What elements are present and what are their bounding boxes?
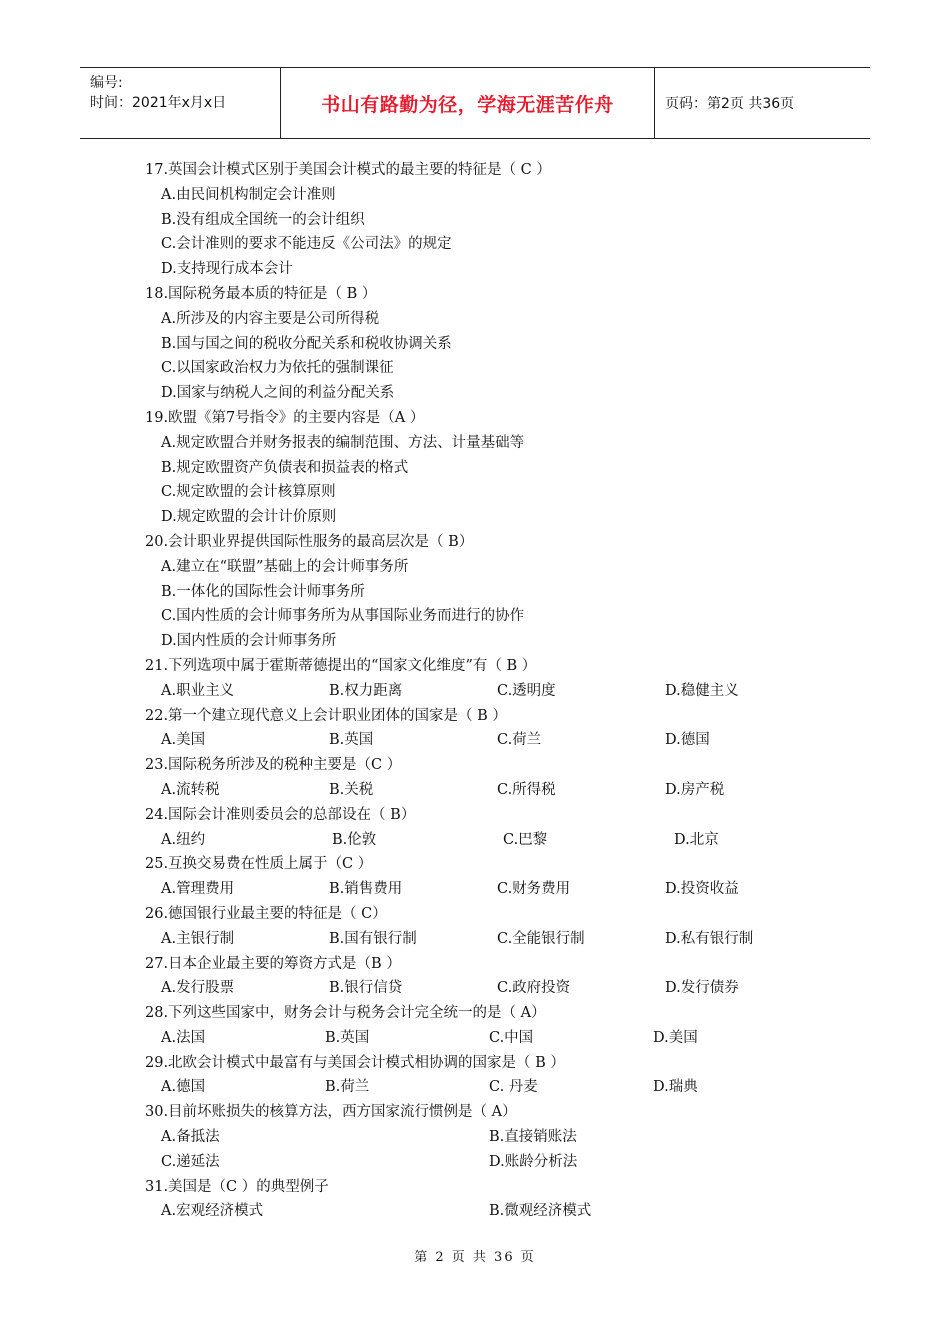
header-page-info: 页码：第2页 共36页 bbox=[665, 96, 795, 112]
option: C.所得税 bbox=[497, 781, 556, 798]
option-row bbox=[145, 976, 845, 1001]
option: D.国内性质的会计师事务所 bbox=[161, 633, 337, 650]
option: A.职业主义 bbox=[161, 682, 235, 699]
option-row bbox=[145, 778, 845, 803]
option-row bbox=[145, 1075, 845, 1100]
option: D.私有银行制 bbox=[665, 930, 754, 947]
option: A.建立在“联盟”基础上的会计师事务所 bbox=[161, 558, 409, 575]
option: C.规定欧盟的会计核算原则 bbox=[161, 484, 336, 501]
option: C.递延法 bbox=[161, 1153, 220, 1170]
option: A.规定欧盟合并财务报表的编制范围、方法、计量基础等 bbox=[161, 434, 525, 451]
option: D.支持现行成本会计 bbox=[161, 261, 293, 278]
question-list bbox=[145, 158, 845, 1224]
option: A.宏观经济模式 bbox=[161, 1203, 264, 1220]
option: B.关税 bbox=[329, 781, 374, 798]
option: B.国与国之间的税收分配关系和税收协调关系 bbox=[161, 335, 452, 352]
option: D.稳健主义 bbox=[665, 682, 739, 699]
option: C.以国家政治权力为依托的强制课征 bbox=[161, 360, 394, 377]
option: B.直接销账法 bbox=[489, 1129, 577, 1146]
question-text: 23.国际税务所涉及的税种主要是（C ） bbox=[145, 757, 402, 774]
option: C. 丹麦 bbox=[489, 1079, 538, 1096]
question-text: 31.美国是（C ）的典型例子 bbox=[145, 1178, 329, 1195]
question-text: 28.下列这些国家中，财务会计与税务会计完全统一的是（ A） bbox=[145, 1005, 546, 1022]
header-motto: 书山有路勤为径，学海无涯苦作舟 bbox=[321, 93, 614, 116]
option: D.投资收益 bbox=[665, 881, 739, 898]
question-text: 26.德国银行业最主要的特征是（ C） bbox=[145, 905, 387, 922]
option: C.巴黎 bbox=[503, 831, 548, 848]
question-text: 20.会计职业界提供国际性服务的最高层次是（ B） bbox=[145, 533, 474, 550]
option: D.瑞典 bbox=[653, 1079, 698, 1096]
option: D.规定欧盟的会计计价原则 bbox=[161, 509, 337, 526]
option-row bbox=[145, 877, 845, 902]
page-footer: 第 2 页 共 36 页 bbox=[414, 1250, 536, 1265]
option: C.荷兰 bbox=[497, 732, 542, 749]
option: C.全能银行制 bbox=[497, 930, 585, 947]
time-label: 时间：2021年x月x日 bbox=[90, 95, 227, 111]
question-text: 27.日本企业最主要的筹资方式是（B ） bbox=[145, 955, 401, 972]
option: A.发行股票 bbox=[161, 980, 235, 997]
option: A.纽约 bbox=[161, 831, 206, 848]
option: A.流转税 bbox=[161, 781, 220, 798]
option: B.英国 bbox=[329, 732, 374, 749]
option-row bbox=[145, 1125, 845, 1150]
option-row bbox=[145, 927, 845, 952]
option: B.没有组成全国统一的会计组织 bbox=[161, 211, 365, 228]
option: B.销售费用 bbox=[329, 881, 403, 898]
option: B.规定欧盟资产负债表和损益表的格式 bbox=[161, 459, 409, 476]
option: C.政府投资 bbox=[497, 980, 571, 997]
option-row bbox=[145, 1026, 845, 1051]
option: D.账龄分析法 bbox=[489, 1153, 578, 1170]
option: D.美国 bbox=[653, 1029, 698, 1046]
question-text: 17.英国会计模式区别于美国会计模式的最主要的特征是（ C ） bbox=[145, 162, 551, 178]
option: B.伦敦 bbox=[332, 831, 377, 848]
option: B.一体化的国际性会计师事务所 bbox=[161, 583, 365, 600]
option-row bbox=[145, 679, 845, 704]
option: B.英国 bbox=[325, 1029, 370, 1046]
question-text: 25.互换交易费在性质上属于（C ） bbox=[145, 856, 373, 873]
header-divider bbox=[654, 68, 655, 138]
option: C.中国 bbox=[489, 1029, 534, 1046]
option: D.房产税 bbox=[665, 781, 725, 798]
option: D.国家与纳税人之间的利益分配关系 bbox=[161, 385, 395, 402]
option: B.权力距离 bbox=[329, 682, 403, 699]
page-header bbox=[80, 67, 870, 139]
option: A.管理费用 bbox=[161, 881, 235, 898]
option: D.德国 bbox=[665, 732, 710, 749]
option-row bbox=[145, 828, 845, 853]
question-text: 19.欧盟《第7号指令》的主要内容是（A ） bbox=[145, 409, 425, 426]
option: A.德国 bbox=[161, 1079, 206, 1096]
option: D.北京 bbox=[674, 831, 719, 848]
question-text: 18.国际税务最本质的特征是（ B ） bbox=[145, 285, 377, 302]
option-row bbox=[145, 1199, 845, 1224]
question-text: 24.国际会计准则委员会的总部设在（ B） bbox=[145, 806, 416, 823]
option-row bbox=[145, 1150, 845, 1175]
option: A.美国 bbox=[161, 732, 206, 749]
option: B.微观经济模式 bbox=[489, 1203, 592, 1220]
option: A.主银行制 bbox=[161, 930, 235, 947]
option-row bbox=[145, 728, 845, 753]
question-text: 29.北欧会计模式中最富有与美国会计模式相协调的国家是（ B ） bbox=[145, 1054, 565, 1071]
option: D.发行债券 bbox=[665, 980, 739, 997]
header-meta bbox=[80, 68, 280, 138]
option: A.由民间机构制定会计准则 bbox=[161, 186, 336, 203]
option: C.会计准则的要求不能违反《公司法》的规定 bbox=[161, 236, 452, 253]
option: B.国有银行制 bbox=[329, 930, 417, 947]
option: C.财务费用 bbox=[497, 881, 571, 898]
option: A.备抵法 bbox=[161, 1129, 220, 1146]
option: B.荷兰 bbox=[325, 1079, 370, 1096]
question-text: 30.目前坏账损失的核算方法，西方国家流行惯例是（ A） bbox=[145, 1104, 517, 1121]
question-text: 21.下列选项中属于霍斯蒂德提出的“国家文化维度”有（ B ） bbox=[145, 657, 537, 674]
option: C.透明度 bbox=[497, 682, 556, 699]
number-label: 编号: bbox=[90, 75, 123, 91]
option: C.国内性质的会计师事务所为从事国际业务而进行的协作 bbox=[161, 608, 525, 625]
option: B.银行信贷 bbox=[329, 980, 403, 997]
option: A.法国 bbox=[161, 1029, 206, 1046]
option: A.所涉及的内容主要是公司所得税 bbox=[161, 310, 380, 327]
question-text: 22.第一个建立现代意义上会计职业团体的国家是（ B ） bbox=[145, 707, 507, 724]
